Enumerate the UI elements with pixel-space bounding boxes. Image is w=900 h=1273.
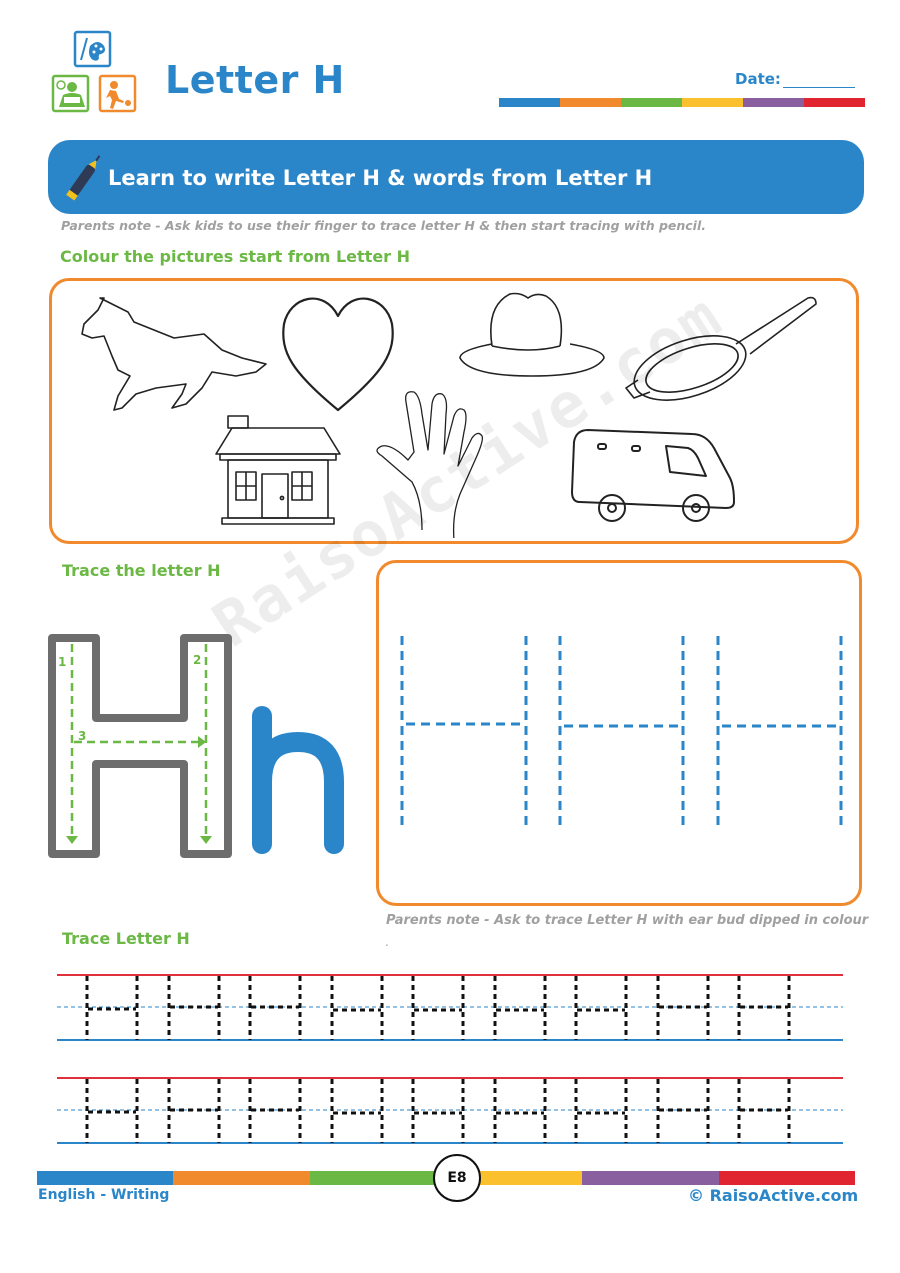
hand-icon xyxy=(377,392,482,538)
stroke-number-3: 3 xyxy=(78,729,87,743)
page-number-badge: E8 xyxy=(433,1154,481,1202)
palette-icon xyxy=(75,32,110,66)
footer-copyright: © RaisoActive.com xyxy=(688,1186,859,1205)
stroke-number-2: 2 xyxy=(193,653,202,667)
trace-row-1[interactable] xyxy=(57,975,843,1040)
parents-note-bottom: Parents note - Ask to trace Letter H with ear bud dipped in colour xyxy=(386,913,869,928)
dashed-h-letters[interactable] xyxy=(380,564,854,898)
arrow-icons xyxy=(66,736,212,844)
trace-row-2[interactable] xyxy=(57,1078,843,1143)
section-title-colour: Colour the pictures start from Letter H xyxy=(60,247,411,266)
stroke-number-1: 1 xyxy=(58,655,67,669)
parents-note-top: Parents note - Ask kids to use their finger to trace letter H & then start tracing with pencil. xyxy=(61,218,706,233)
letter-h-demo xyxy=(48,632,358,862)
van-icon xyxy=(572,430,734,521)
heart-icon xyxy=(283,299,392,410)
logo xyxy=(50,30,140,115)
reading-child-icon xyxy=(53,76,88,111)
lowercase-h xyxy=(262,716,334,844)
colouring-pictures xyxy=(52,282,852,538)
house-icon xyxy=(216,416,340,524)
footer-subject: English - Writing xyxy=(38,1187,170,1203)
top-rainbow-bar xyxy=(499,98,865,107)
watermark: RaisoActive.com xyxy=(200,278,735,662)
date-field[interactable] xyxy=(783,87,855,88)
running-child-icon xyxy=(100,76,135,111)
tracing-rows[interactable] xyxy=(55,968,845,1148)
uppercase-h-outline xyxy=(52,638,228,854)
page-title: Letter H xyxy=(165,58,345,102)
banner-title: Learn to write Letter H & words from Letter H xyxy=(108,166,653,190)
section-title-trace-the-letter: Trace the letter H xyxy=(62,561,221,580)
marker-pen-icon xyxy=(60,150,108,206)
hat-icon xyxy=(460,294,604,377)
note-dot: . xyxy=(385,935,389,949)
pan-icon xyxy=(626,298,816,413)
horse-icon xyxy=(82,298,266,410)
date-label: Date: xyxy=(735,70,781,88)
section-title-trace-letter: Trace Letter H xyxy=(62,929,190,948)
